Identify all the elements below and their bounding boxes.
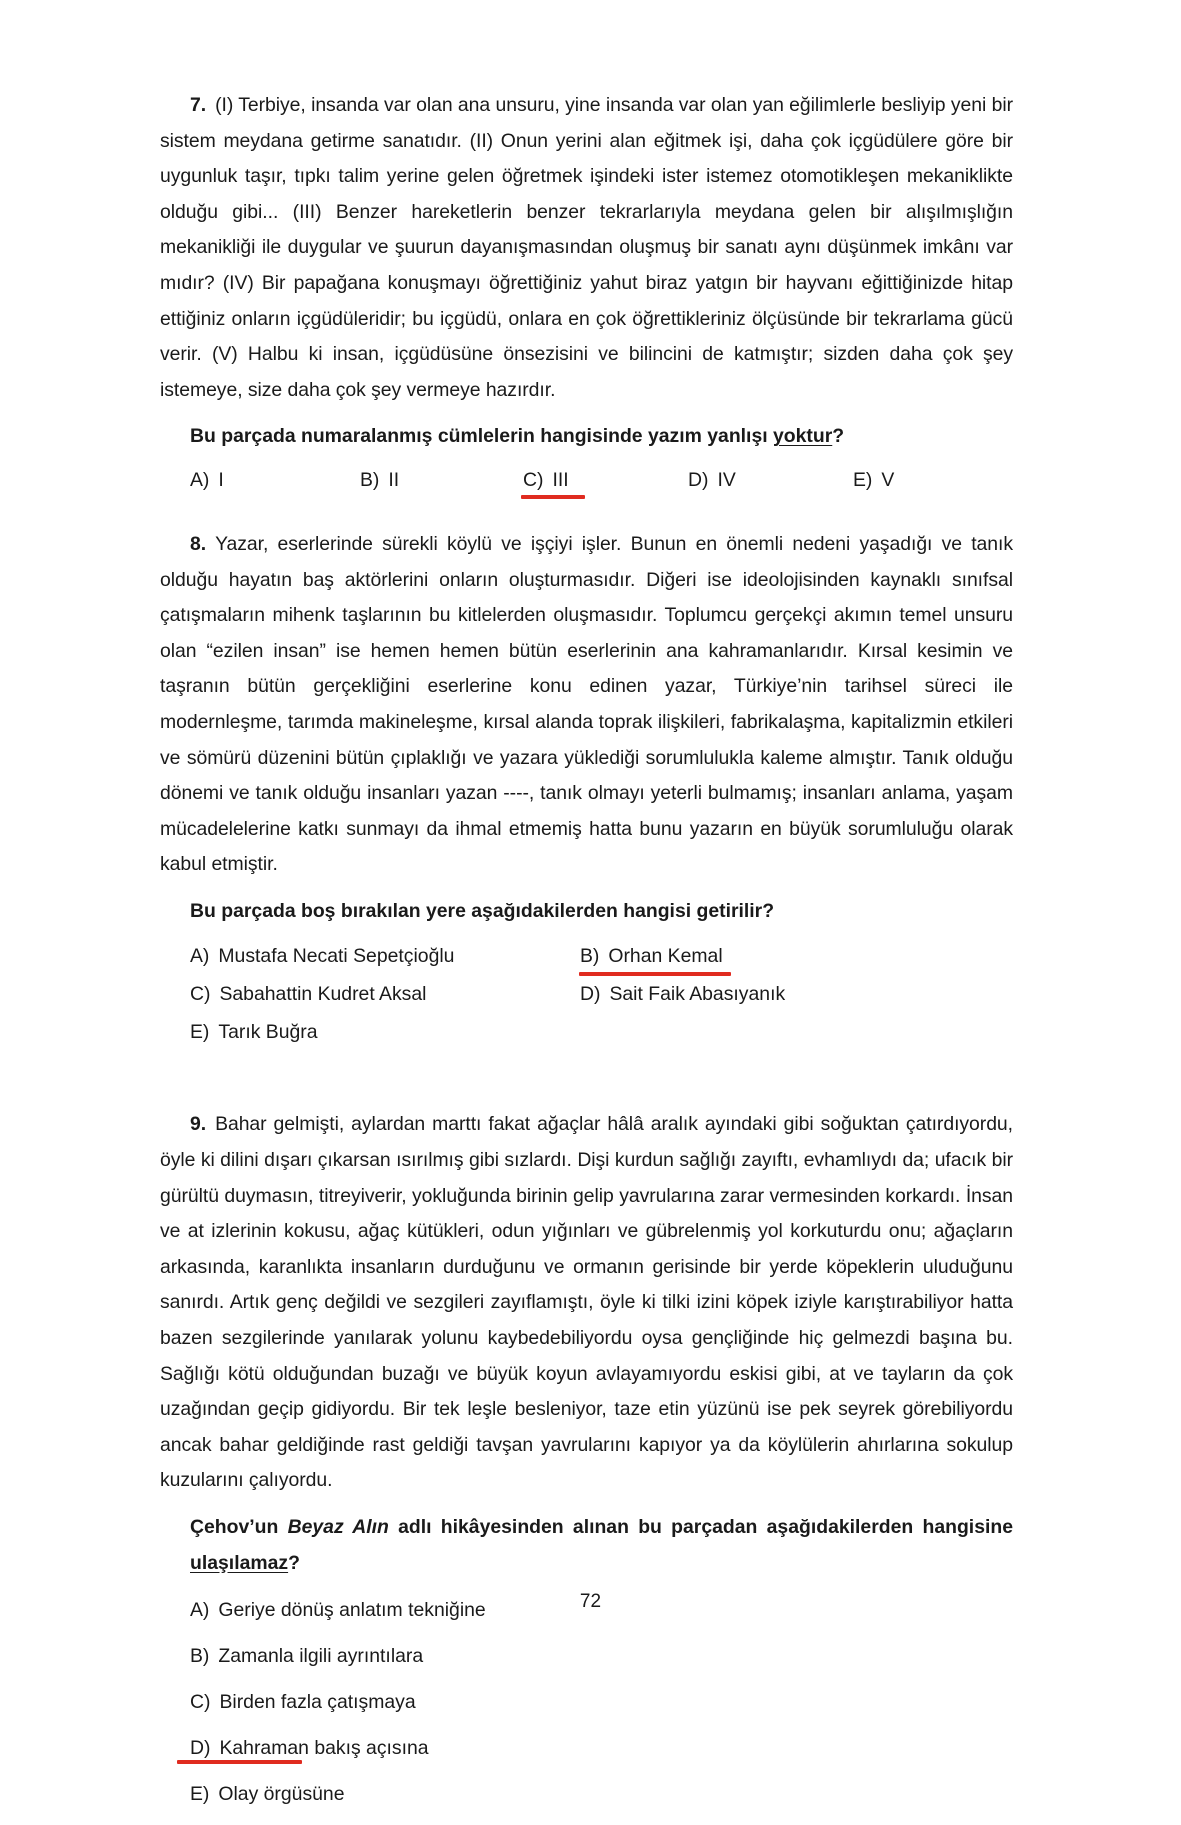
question-9-passage-text: Bahar gelmişti, aylardan marttı fakat ağaçlar hâlâ aralık ayındaki gibi soğuktan çatırdıyordu, öyle ki dilini dışarı çıkarsan ısırılmış gibi sızlardı. Dişi kurdun sağlığı zayıftı, evhamlıydı da; ufacık bir gürültü duymasın, titreyiverir, yokluğunda birinin gelip yavrularına zarar vermesinden korkardı. İnsan ve at izlerinin kokusu, ağaç kütükleri, odun yığınları ve gübrelenmiş yol korkuturdu onu; ağaçların arkasında, karanlıkta insanların durduğunu ve ormanın gerisinde bir yerde köpeklerin uluduğunu sanırdı. Artık genç değildi ve sezgileri zayıflamıştı, öyle ki tilki izini köpek iziyle karıştırabiliyor hatta bazen sezgilerinde yanılarak yolunu kaybedebiliyordu oysa gençliğinde hiç gelmezdi başına bu. Sağlığı kötü olduğundan buzağı ve büyük koyun avlayamıyordu eskisi gibi, at ve tayların da çok uzağından geçip gidiyordu. Bir tek leşle besleniyor, taze etin yüzünü ise pek seyrek görebiliyordu ancak bahar geldiğinde rast geldiği tavşan yavrularını kapıyor ya da köylülerin ahırlarına sokulup kuzularını çalıyordu.: [160, 1113, 1013, 1492]
option-b-label: B): [580, 945, 600, 968]
option-c-label: C): [523, 468, 544, 491]
spacer: [160, 1055, 1013, 1107]
question-9-stem-author: Çehov’un: [190, 1516, 288, 1538]
option-c[interactable]: [190, 979, 580, 1009]
question-7-stem-text: Bu parçada numaralanmış cümlelerin hangisinde yazım yanlışı: [190, 425, 773, 448]
option-c-text: III: [552, 468, 569, 491]
question-9-passage: [160, 1107, 1013, 1499]
page-number: 72: [579, 1591, 602, 1612]
option-e-text: Tarık Buğra: [218, 1021, 318, 1044]
option-c-text: Birden fazla çatışmaya: [219, 1691, 416, 1714]
option-b[interactable]: [580, 941, 970, 971]
list-row: [190, 1687, 1013, 1733]
option-b[interactable]: [360, 465, 523, 495]
question-8: [160, 527, 1013, 1048]
option-d[interactable]: [688, 465, 853, 495]
question-8-options: [160, 941, 1013, 1047]
answer-mark-underline: [579, 972, 731, 976]
question-7-passage-text: (I) Terbiye, insanda var olan ana unsuru, yine insanda var olan yan eğilimlerle besliyip yeni bir sistem meydana getirme sanatıdır. (II) Onun yerini alan eğitmek işi, daha çok içgüdülere göre bir uygunluk taşır, tıpkı talim yerine gelen öğretmek işindeki ister istemez otomotikleşen mekaniklikte olduğu gibi... (III) Benzer hareketlerin benzer tekrarlarıyla meydana gelen bir alışılmışlığın mekanikliği ile duygular ve şuurun dayanışmasından oluşmuş bir sanatı aynı düşünmek imkânı var mıdır? (IV) Bir papağana konuşmayı öğrettiğiniz yahut biraz yatgın bir hayvanı eğittiğinizde hitap ettiğiniz onların içgüdüleridir; bu içgüdü, onlara en çok öğrettikleriniz ölçüsünde bir tekrarlama gücü verir. (V) Halbu ki insan, içgüdüsüne önsezisini ve bilincini de katmıştır; sizden daha çok şey istemeye, size daha çok şey vermeye hazırdır.: [160, 94, 1013, 401]
option-d[interactable]: [580, 979, 970, 1009]
question-8-number: 8.: [190, 532, 207, 555]
list-row: [190, 1733, 1013, 1779]
question-8-stem-text: Bu parçada boş bırakılan yere aşağıdakilerden hangisi getirilir?: [190, 899, 775, 922]
question-9-options: [160, 1595, 1013, 1825]
question-8-passage-text: Yazar, eserlerinde sürekli köylü ve işçiyi işler. Bunun en önemli nedeni yaşadığı ve tanık olduğu hayatın baş aktörlerini onların oluşturmasıdır. Diğeri ise ideolojisinden kaynaklı sınıfsal çatışmaların mihenk taşlarının bu kitlelerden oluşmasıdır. Toplumcu gerçekçi akımın temel unsuru olan “ezilen insan” ise hemen hemen bütün eserlerinin ana kahramanlarıdır. Kırsal kesimin ve taşranın bütün gerçekliğini eserlerine konu edinen yazar, Türkiye’nin tarihsel süreci ile modernleşme, tarımda makineleşme, kırsal alanda toprak ilişkileri, fabrikalaşma, kapitalizmin etkileri ve sömürü düzenini bütün çıplaklığı ve yazara yüklediği sorumlulukla kaleme almıştır. Tanık olduğu dönemi ve tanık olduğu insanları yazan ----, tanık olmayı yeterli bulmamış; insanları anlama, yaşam mücadelelerine katkı sunmayı da ihmal etmemiş hatta bunu yazarın en büyük sorumluluğu olarak kabul etmiştir.: [160, 532, 1013, 876]
option-a-label: A): [190, 468, 210, 491]
option-b-label: B): [190, 1645, 210, 1668]
option-c-label: C): [190, 1691, 211, 1714]
question-7-stem: [160, 419, 1013, 455]
option-e[interactable]: [190, 1017, 580, 1047]
option-a-label: A): [190, 1599, 210, 1622]
question-9-stem-title: Beyaz Alın: [287, 1516, 389, 1538]
options-row-3: [190, 1017, 1013, 1047]
question-7-number: 7.: [190, 94, 207, 116]
option-b[interactable]: [190, 1641, 423, 1671]
option-a-text: I: [218, 468, 224, 491]
option-d-label: D): [190, 1737, 211, 1760]
question-7-stem-underlined: yoktur: [773, 425, 833, 448]
option-a[interactable]: [190, 465, 360, 495]
option-b-text: II: [388, 468, 400, 491]
question-8-stem: [160, 894, 1013, 930]
option-d-label: D): [688, 468, 709, 491]
option-b-label: B): [360, 468, 380, 491]
options-row-1: [190, 941, 1013, 971]
list-row: [190, 1779, 1013, 1825]
option-d-text: Kahraman bakış açısına: [219, 1737, 429, 1760]
question-7-stem-suffix: ?: [832, 425, 845, 448]
question-8-passage: [160, 527, 1013, 883]
question-9: [160, 1107, 1013, 1825]
list-row: [190, 1641, 1013, 1687]
option-c[interactable]: [190, 1687, 416, 1717]
answer-mark-underline: [521, 495, 585, 499]
option-b-text: Zamanla ilgili ayrıntılara: [218, 1645, 424, 1668]
question-7-options: [160, 465, 1013, 495]
option-e-label: E): [190, 1783, 210, 1806]
option-d-text: Sait Faik Abasıyanık: [609, 983, 786, 1006]
option-d-label: D): [580, 983, 601, 1006]
option-a[interactable]: [190, 941, 580, 971]
options-row-2: [190, 979, 1013, 1009]
answer-mark-underline: [177, 1760, 302, 1764]
spacer: [160, 495, 1013, 527]
option-a-text: Mustafa Necati Sepetçioğlu: [218, 945, 455, 968]
question-9-number: 9.: [190, 1113, 207, 1136]
option-d[interactable]: [190, 1733, 429, 1763]
option-c-text: Sabahattin Kudret Aksal: [219, 983, 427, 1006]
option-c-label: C): [190, 983, 211, 1006]
question-7-passage: [160, 88, 1013, 408]
option-e-text: V: [881, 468, 895, 491]
question-9-stem-suffix: ?: [288, 1551, 300, 1574]
question-9-stem-underlined: ulaşılamaz: [190, 1551, 289, 1574]
question-9-stem: [160, 1510, 1013, 1581]
option-d-text: IV: [717, 468, 736, 491]
option-c[interactable]: [523, 465, 688, 495]
option-e[interactable]: [190, 1779, 345, 1809]
option-b-text: Orhan Kemal: [608, 945, 723, 968]
option-e-text: Olay örgüsüne: [218, 1783, 345, 1806]
question-7: [160, 88, 1013, 495]
option-e-label: E): [190, 1021, 210, 1044]
option-a-label: A): [190, 945, 210, 968]
option-e[interactable]: [853, 465, 973, 495]
option-e-label: E): [853, 468, 873, 491]
option-a-text: Geriye dönüş anlatım tekniğine: [218, 1599, 486, 1622]
question-9-stem-mid: adlı hikâyesinden alınan bu parçadan aşağıdakilerden hangisine: [388, 1516, 1013, 1538]
